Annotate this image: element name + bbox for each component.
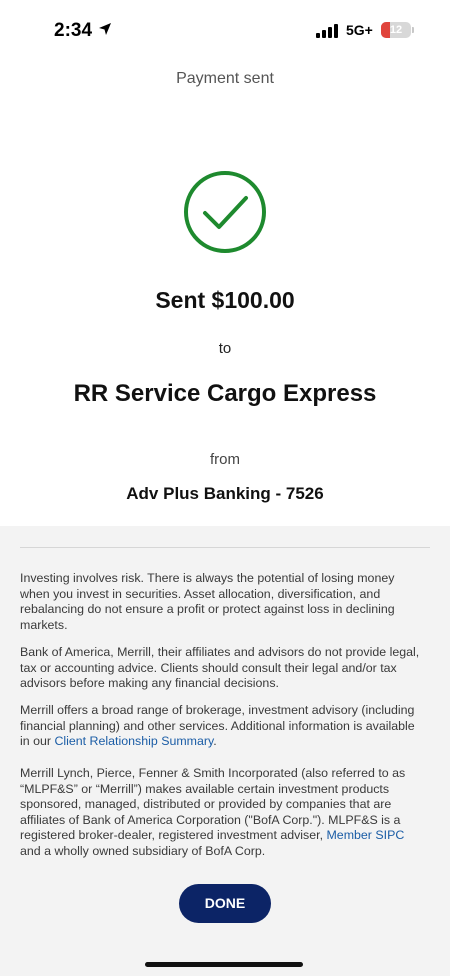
divider bbox=[20, 547, 430, 548]
network-type: 5G+ bbox=[346, 22, 373, 38]
page-title: Payment sent bbox=[176, 70, 274, 87]
home-indicator bbox=[145, 962, 303, 967]
location-arrow-icon bbox=[98, 22, 112, 41]
services-end: . bbox=[213, 734, 217, 748]
battery-level: 12 bbox=[389, 24, 403, 36]
to-label: to bbox=[218, 340, 232, 357]
member-sipc-link[interactable]: Member SIPC bbox=[326, 828, 405, 842]
checkmark-circle-icon bbox=[183, 170, 267, 259]
disclosure-section bbox=[0, 526, 450, 976]
disclosure-merrill bbox=[20, 766, 424, 859]
battery-icon bbox=[381, 22, 411, 38]
services-text: Merrill offers a broad range of brokerage, investment advisory (including financial planning) and other services. Additional information is available in our bbox=[20, 703, 415, 748]
done-button[interactable]: DONE bbox=[179, 884, 271, 923]
client-relationship-summary-link[interactable]: Client Relationship Summary bbox=[54, 734, 214, 748]
merrill-end: and a wholly owned subsidiary of BofA Corp. bbox=[20, 843, 266, 858]
status-bar bbox=[0, 0, 450, 60]
merrill-text: Merrill Lynch, Pierce, Fenner & Smith Incorporated (also referred to as “MLPF&S” or “Merrill”) makes available certain investment products sponsored, managed, distributed or provided by companies that are affiliates of Bank of America Corporation ("BofA Corp."). MLPF&S is a registered broker-dealer, registered investment adviser, bbox=[20, 766, 406, 842]
disclosure-services bbox=[20, 703, 424, 750]
payee-name: RR Service Cargo Express bbox=[73, 380, 377, 407]
source-account: Adv Plus Banking - 7526 bbox=[126, 484, 324, 503]
from-label: from bbox=[210, 451, 240, 468]
payment-amount: Sent $100.00 bbox=[155, 287, 295, 313]
battery-cap bbox=[412, 27, 414, 33]
disclosure-advice: Bank of America, Merrill, their affiliates and advisors do not provide legal, tax or accounting advice. Clients should consult their legal and/or tax advisors before making any financial decisions. bbox=[20, 645, 420, 690]
disclosure-risk: Investing involves risk. There is always the potential of losing money when you invest in securities. Asset allocation, diversification, and rebalancing do not ensure a profit or protect against loss in declining markets. bbox=[20, 571, 395, 632]
status-time: 2:34 bbox=[54, 20, 93, 41]
signal-bars-icon bbox=[316, 24, 338, 43]
